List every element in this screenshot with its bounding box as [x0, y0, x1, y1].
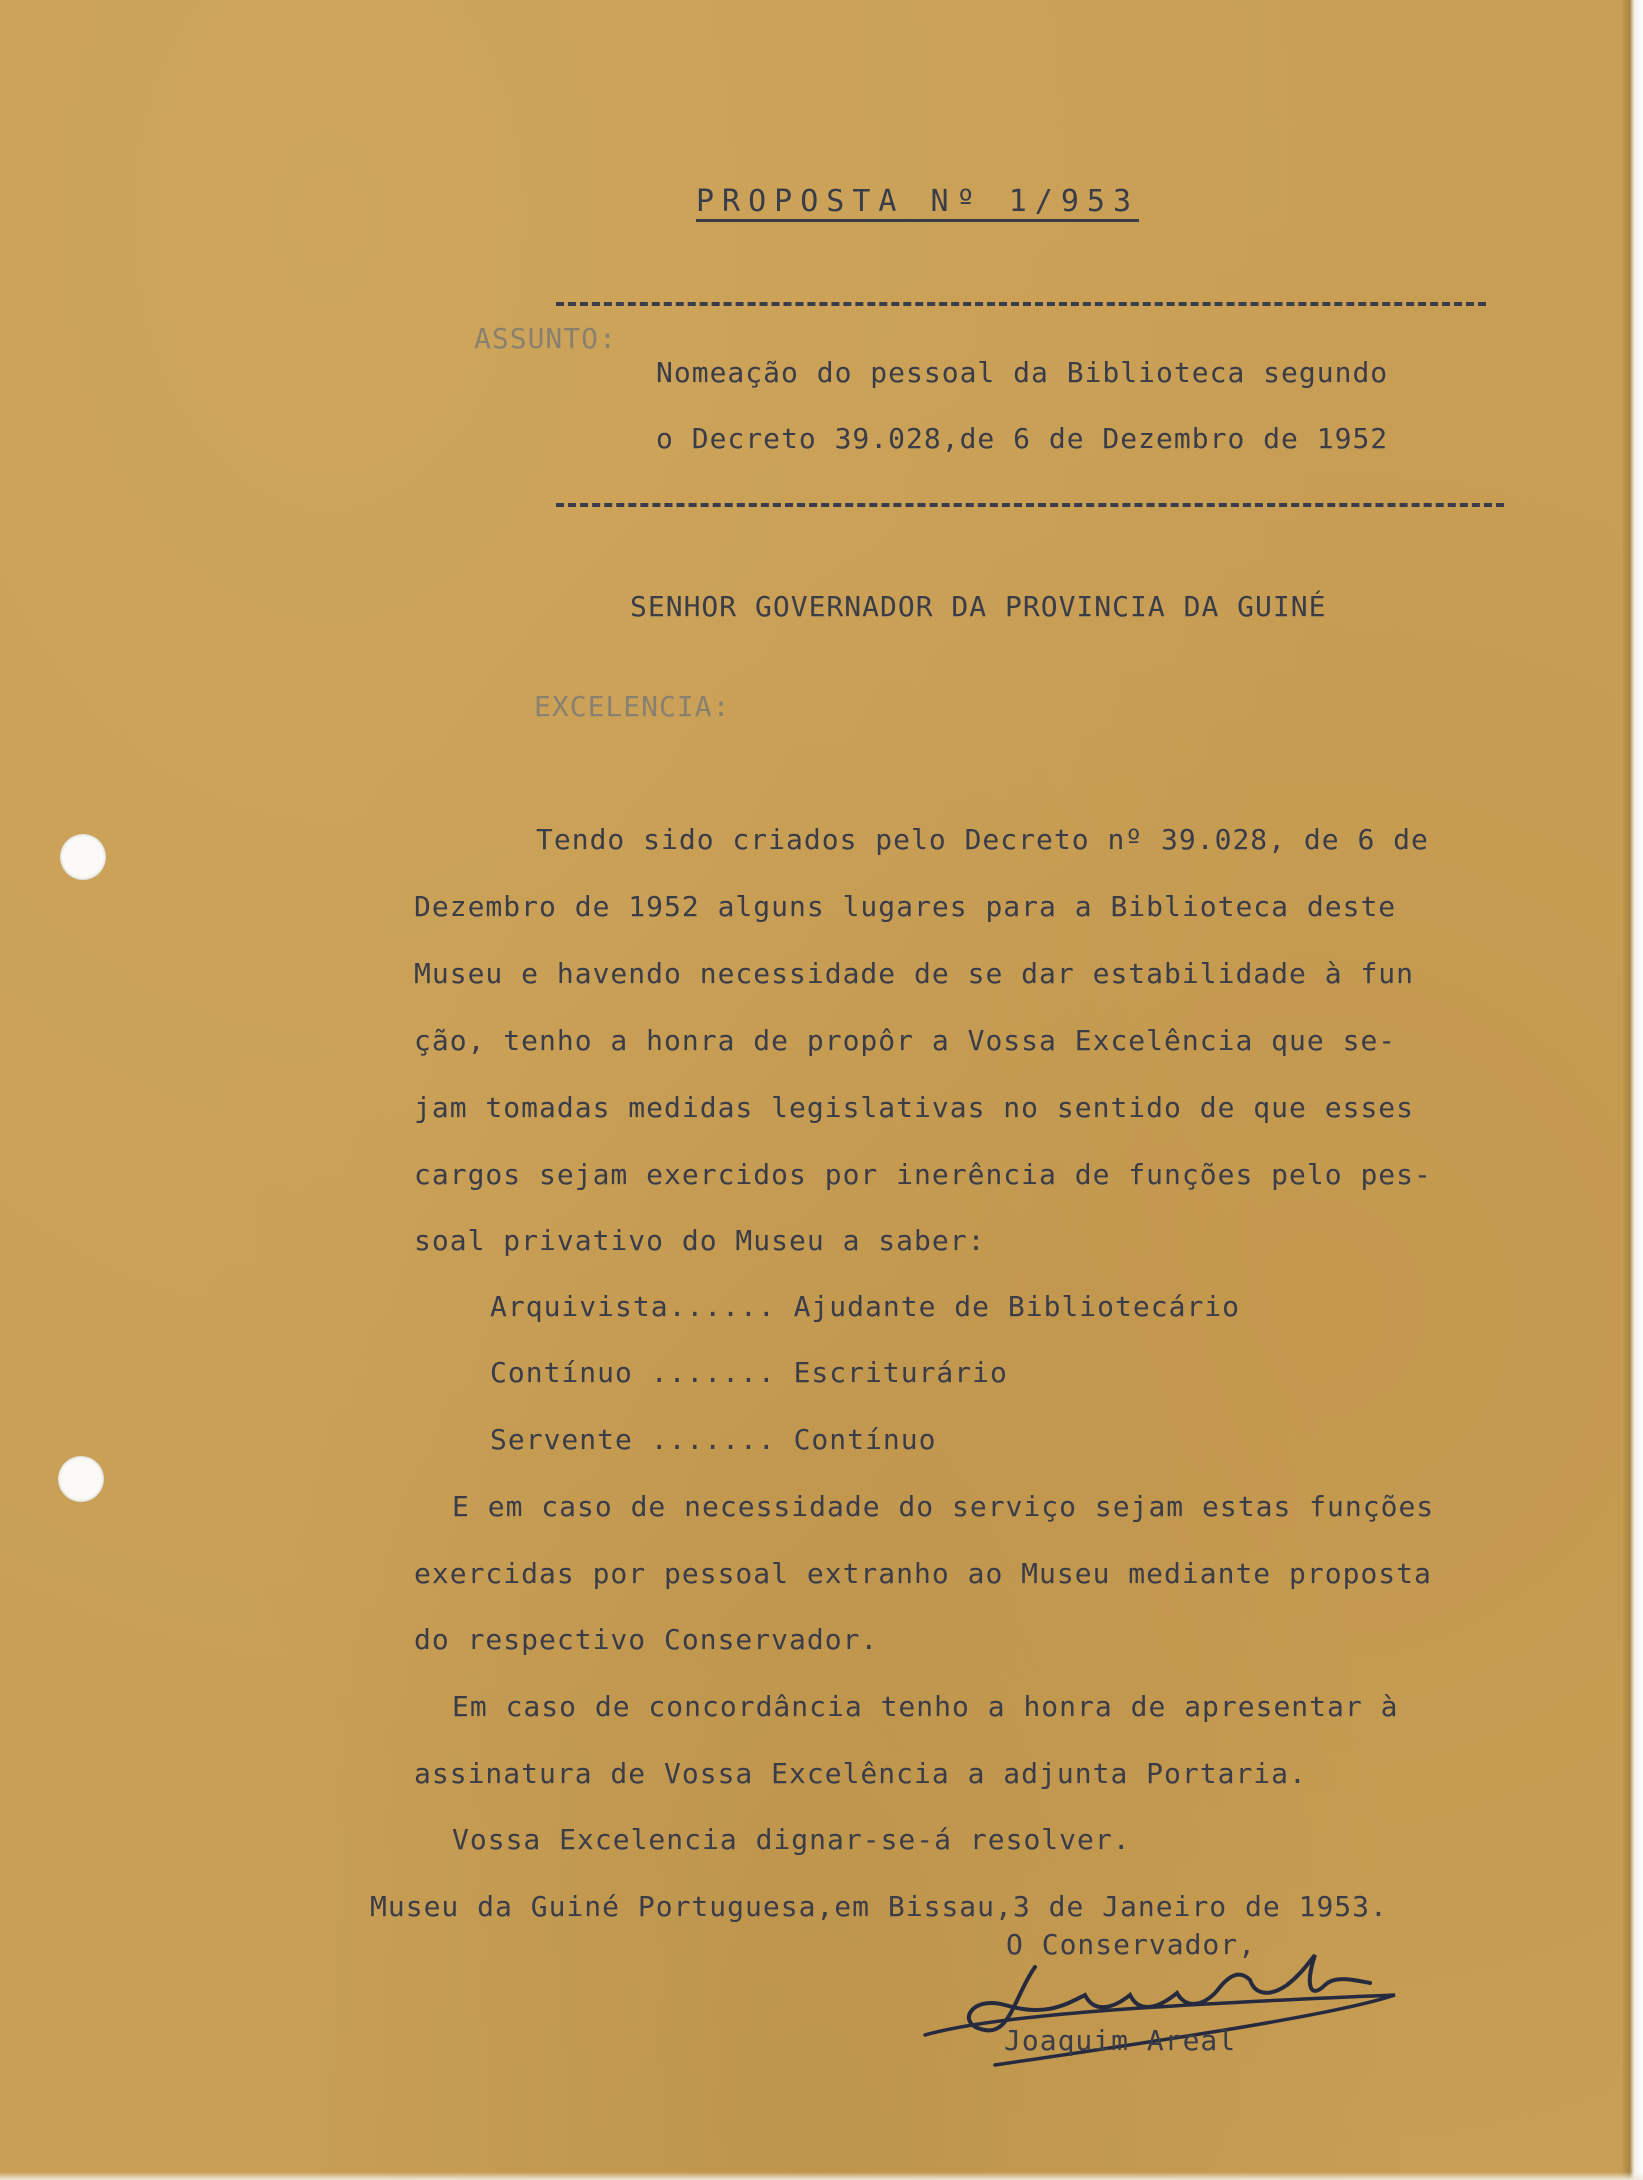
- punch-hole: [60, 834, 106, 880]
- punch-hole: [58, 1456, 104, 1502]
- body-line: E em caso de necessidade do serviço sejam estas funções: [452, 1490, 1435, 1523]
- body-line: assinatura de Vossa Excelência a adjunta Portaria.: [414, 1757, 1307, 1790]
- list-item: Servente ....... Contínuo: [490, 1423, 937, 1456]
- body-line: ção, tenho a honra de propôr a Vossa Excelência que se-: [414, 1024, 1397, 1057]
- divider-top: [556, 302, 1486, 306]
- subject-line: o Decreto 39.028,de 6 de Dezembro de 1952: [656, 422, 1389, 455]
- page-bottom-edge: [0, 2172, 1643, 2180]
- salutation: EXCELENCIA:: [534, 690, 731, 723]
- signer-title: O Conservador,: [1006, 1928, 1257, 1961]
- body-line: Dezembro de 1952 alguns lugares para a Biblioteca deste: [414, 890, 1397, 923]
- place-date: Museu da Guiné Portuguesa,em Bissau,3 de Janeiro de 1953.: [370, 1890, 1388, 1923]
- body-line: exercidas por pessoal extranho ao Museu mediante proposta: [414, 1557, 1432, 1590]
- body-line: Museu e havendo necessidade de se dar estabilidade à fun: [414, 957, 1415, 990]
- addressee: SENHOR GOVERNADOR DA PROVINCIA DA GUINÉ: [630, 590, 1327, 623]
- signature: [915, 1935, 1415, 2085]
- body-line: Tendo sido criados pelo Decreto nº 39.028, de 6 de: [536, 823, 1429, 856]
- body-line: jam tomadas medidas legislativas no sentido de que esses: [414, 1091, 1415, 1124]
- body-line: do respectivo Conservador.: [414, 1623, 879, 1656]
- closing-line: Vossa Excelencia dignar-se-á resolver.: [452, 1823, 1131, 1856]
- divider-bottom: [556, 503, 1504, 507]
- body-line: Em caso de concordância tenho a honra de apresentar à: [452, 1690, 1399, 1723]
- list-item: Arquivista...... Ajudante de Bibliotecário: [490, 1290, 1241, 1323]
- body-line: cargos sejam exercidos por inerência de funções pelo pes-: [414, 1158, 1432, 1191]
- page-edge: [1621, 0, 1643, 2180]
- subject-line: Nomeação do pessoal da Biblioteca segundo: [656, 356, 1389, 389]
- signer-name: Joaquim Areal: [1004, 2024, 1237, 2057]
- subject-label: ASSUNTO:: [474, 322, 617, 355]
- document-title: PROPOSTA Nº 1/953: [696, 184, 1140, 219]
- list-item: Contínuo ....... Escriturário: [490, 1356, 1008, 1389]
- body-line: soal privativo do Museu a saber:: [414, 1224, 986, 1257]
